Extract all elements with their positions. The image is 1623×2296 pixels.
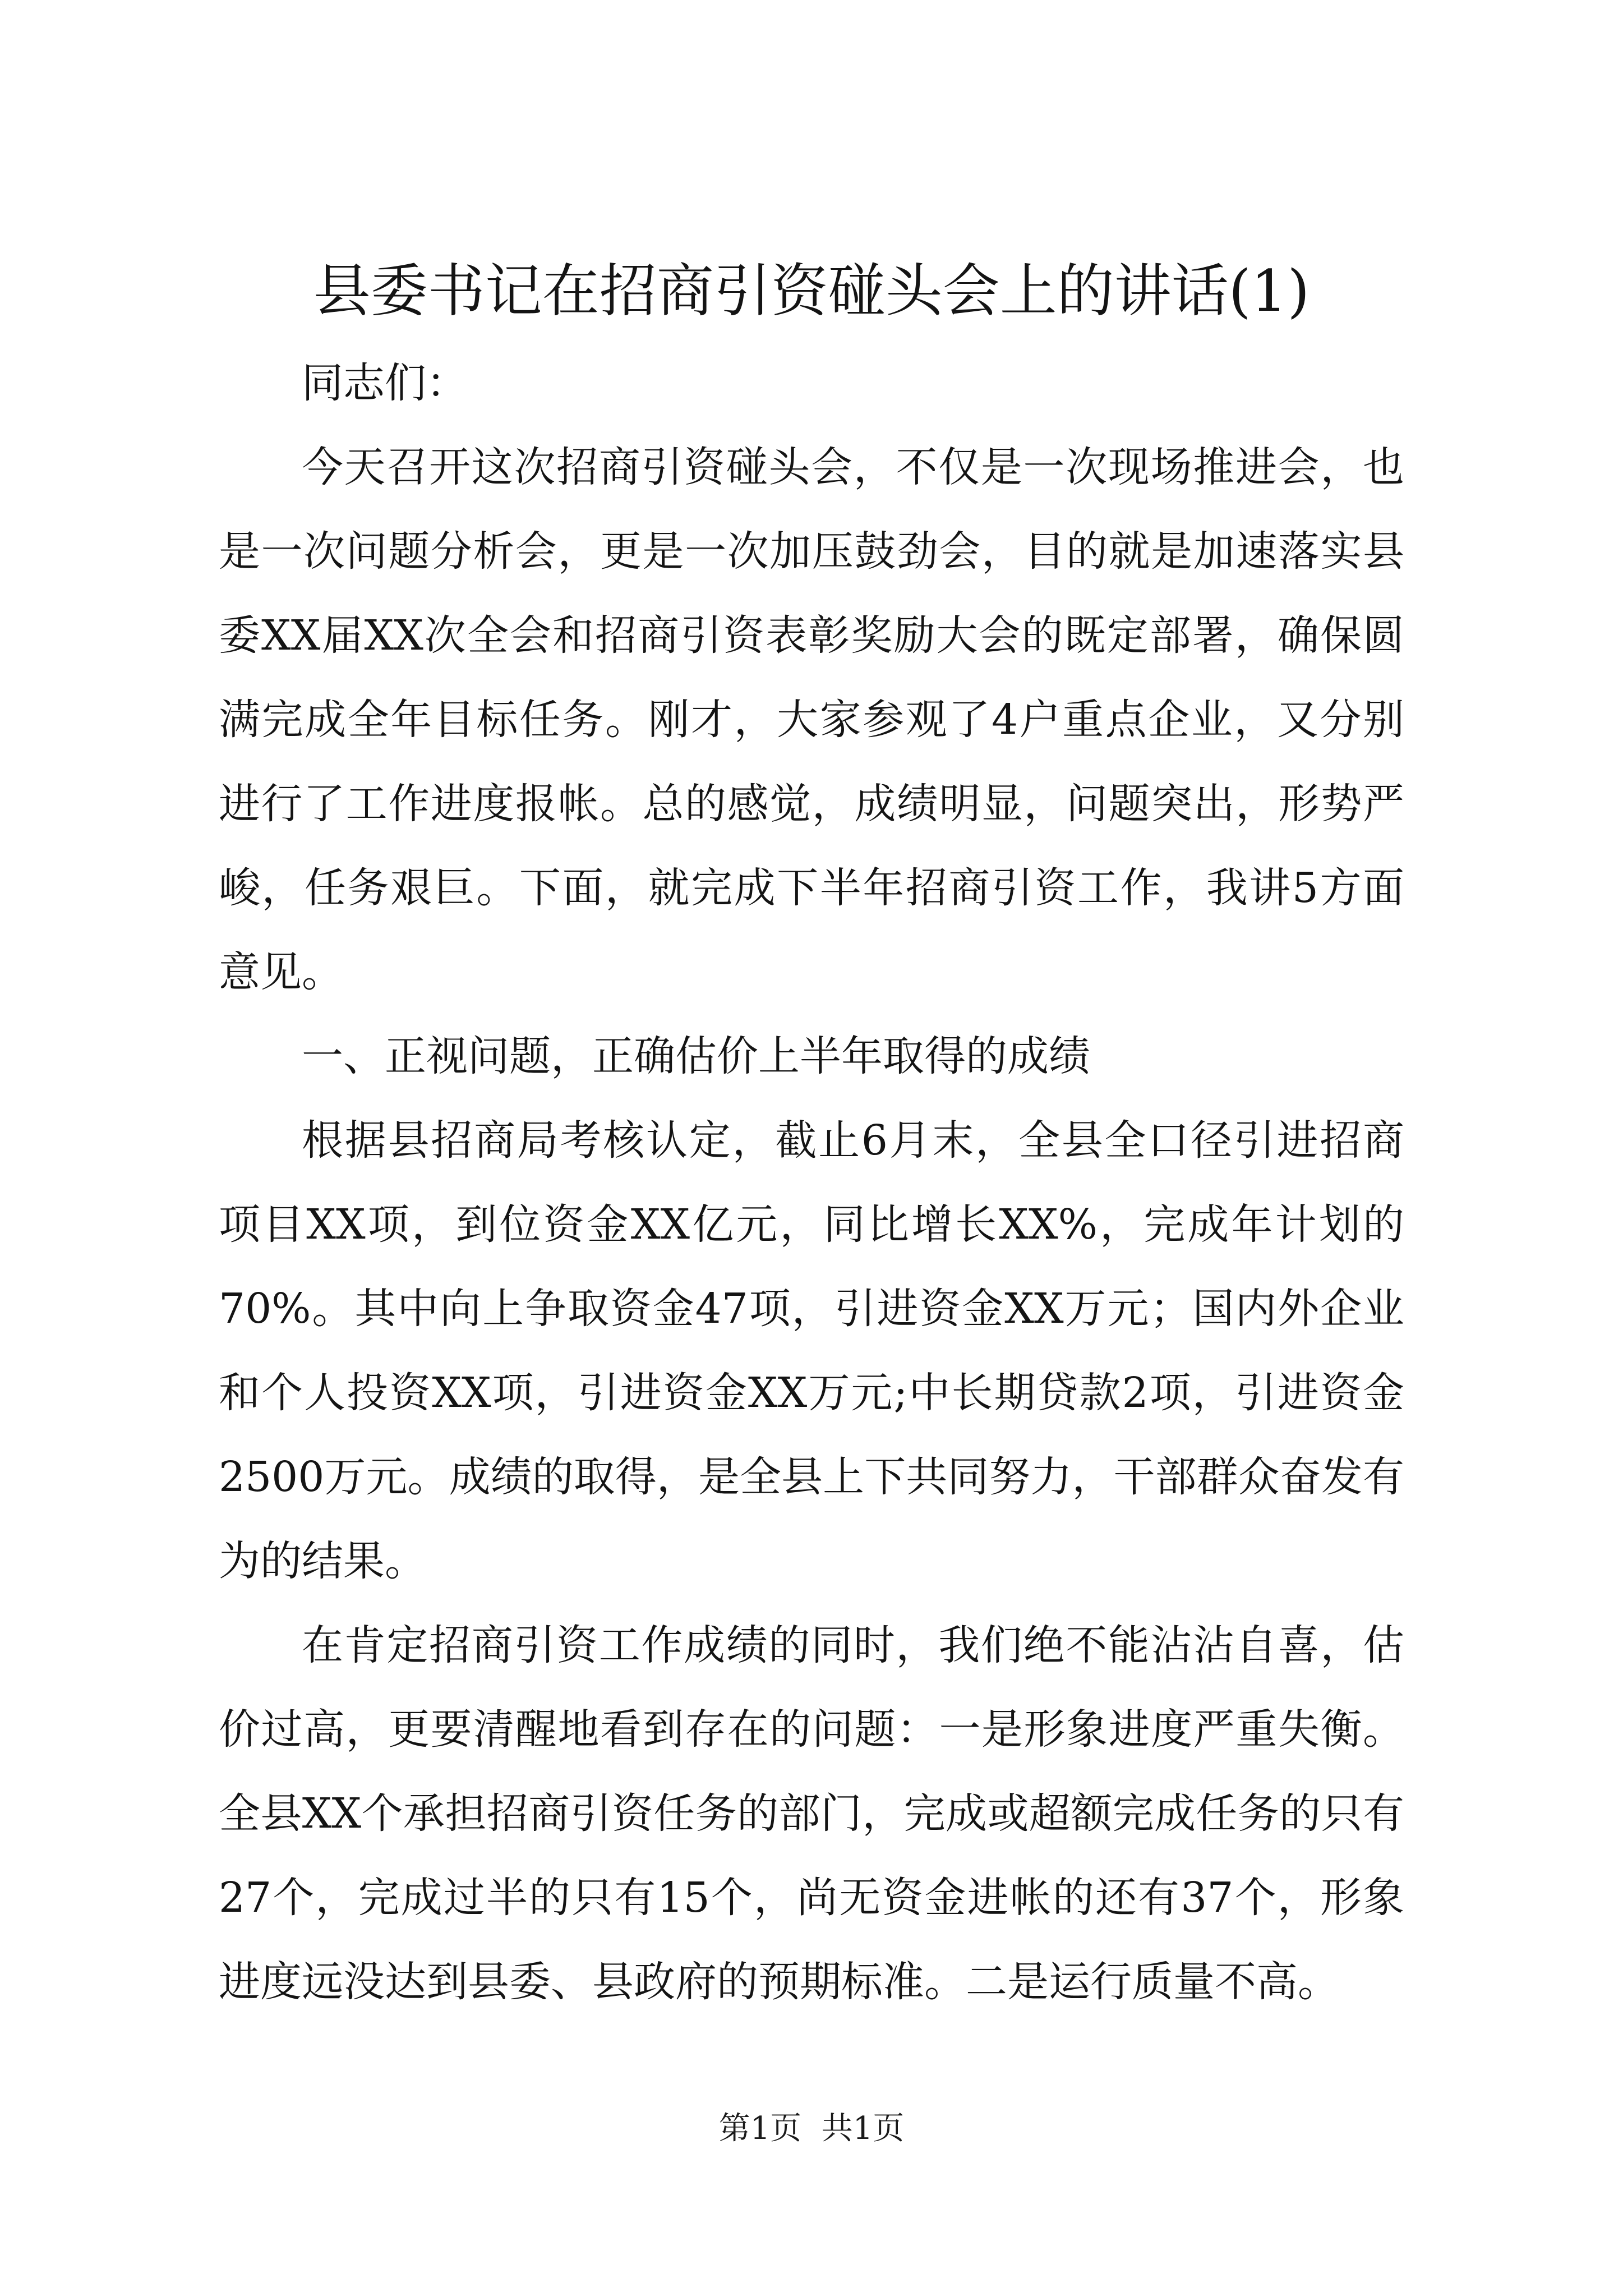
document-body	[219, 341, 1404, 2024]
page-footer	[0, 2106, 1623, 2151]
section-heading: 一、正视问题，正确估价上半年取得的成绩	[302, 1032, 1090, 1080]
intro-paragraph: 今天召开这次招商引资碰头会，不仅是一次现场推进会，也是一次问题分析会，更是一次加压鼓劲会，目的就是加速落实县委XX届XX次全会和招商引资表彰奖励大会的既定部署，确保圆满完成全年目标任务。刚才，大家参观了4户重点企业，又分别进行了工作进度报帐。总的感觉，成绩明显，问题突出，形势严峻，任务艰巨。下面，就完成下半年招商引资工作，我讲5方面意见。	[219, 443, 1404, 996]
page-number-label: 第1页 共1页	[718, 2110, 905, 2147]
document-title: 县委书记在招商引资碰头会上的讲话(1)	[313, 258, 1310, 325]
salutation-paragraph: 同志们：	[302, 359, 468, 407]
achievements-paragraph: 根据县招商局考核认定，截止6月末，全县全口径引进招商项目XX项，到位资金XX亿元，同比增长XX%，完成年计划的70%。其中向上争取资金47项，引进资金XX万元；国内外企业和个人投资XX项，引进资金XX万元;中长期贷款2项，引进资金2500万元。成绩的取得，是全县上下共同努力，干部群众奋发有为的结果。	[219, 1116, 1404, 1585]
problems-paragraph: 在肯定招商引资工作成绩的同时，我们绝不能沾沾自喜，估价过高，更要清醒地看到存在的问题：一是形象进度严重失衡。全县XX个承担招商引资任务的部门，完成或超额完成任务的只有27个，完成过半的只有15个，尚无资金进帐的还有37个，形象进度远没达到县委、县政府的预期标准。二是运行质量不高。	[219, 1621, 1404, 2006]
